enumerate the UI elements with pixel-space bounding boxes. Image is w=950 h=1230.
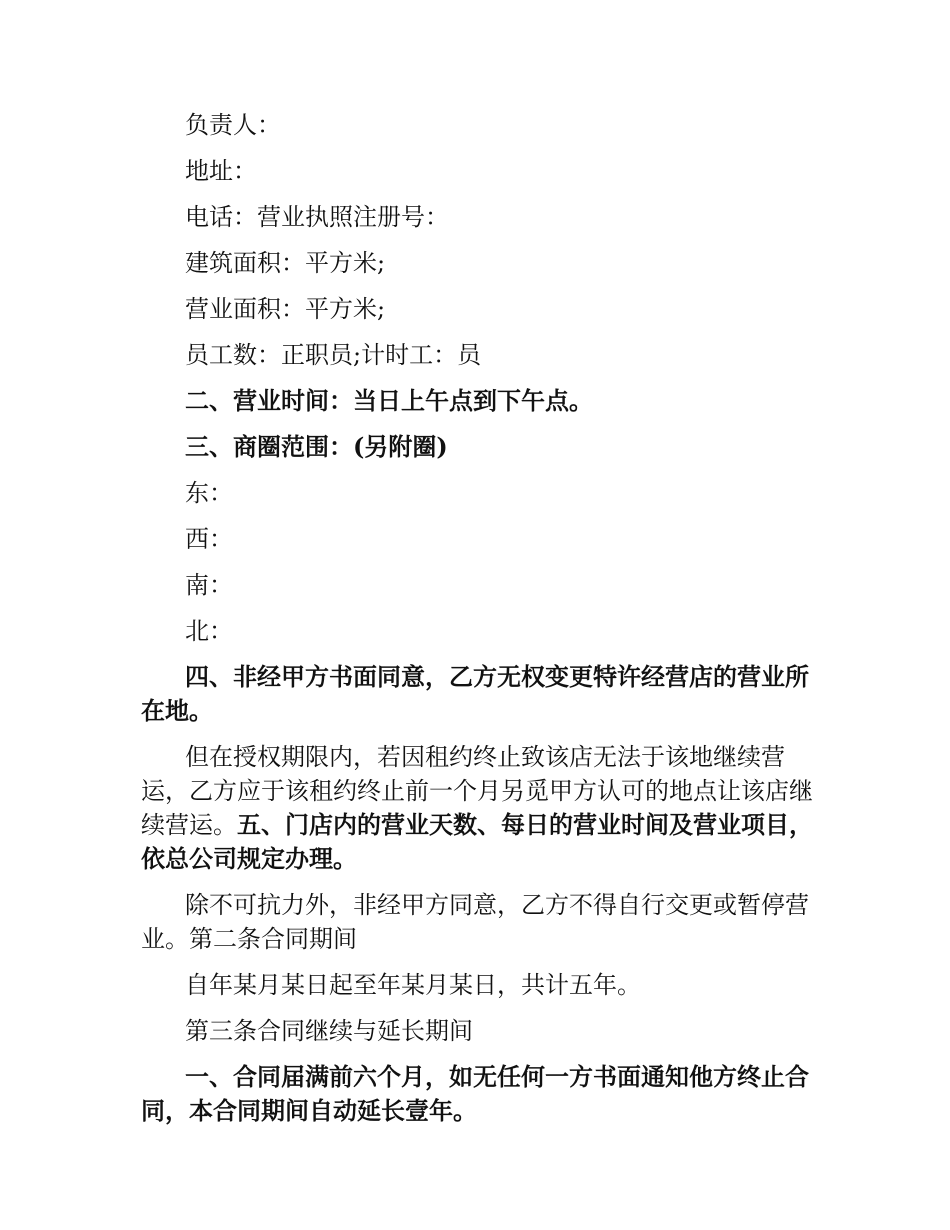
heading-trade-area: 三、商圈范围：(另附圈) [185, 432, 448, 461]
heading-operating-days: 五、门店内的营业天数、每日的营业时间及营业项目，依总公司规定办理。 [141, 810, 813, 873]
paragraph-force-majeure: 除不可抗力外，非经甲方同意，乙方不得自行交更或暂停营业。第二条合同期间 [141, 891, 809, 953]
heading-location-change: 四、非经甲方书面同意，乙方无权变更特许经营店的营业所在地。 [141, 662, 809, 725]
paragraph-lease-termination [141, 740, 813, 876]
document-page [141, 108, 813, 1140]
field-south: 南： [185, 571, 233, 599]
paragraph-contract-period: 自年某月某日起至年某月某日，共计五年。 [185, 971, 641, 999]
field-address: 地址： [185, 157, 257, 185]
field-north: 北： [185, 617, 233, 645]
field-phone-license: 电话：营业执照注册号： [185, 203, 449, 231]
lease-termination-text: 但在授权期限内，若因租约终止致该店无法于该地继续营运，乙方应于该租约终止前一个月另觅甲方认可的地点让该店继续营运。 [141, 743, 813, 839]
field-west: 西： [185, 525, 233, 553]
field-business-area: 营业面积：平方米; [185, 295, 386, 323]
field-staff-count: 员工数：正职员;计时工：员 [185, 341, 482, 369]
heading-article-three: 第三条合同继续与延长期间 [185, 1017, 473, 1045]
field-east: 东： [185, 479, 233, 507]
field-building-area: 建筑面积：平方米; [185, 249, 386, 277]
heading-business-hours: 二、营业时间：当日上午点到下午点。 [185, 386, 593, 415]
field-responsible-person: 负责人： [185, 111, 281, 139]
paragraph-auto-renewal: 一、合同届满前六个月，如无任何一方书面通知他方终止合同，本合同期间自动延长壹年。 [141, 1062, 809, 1125]
